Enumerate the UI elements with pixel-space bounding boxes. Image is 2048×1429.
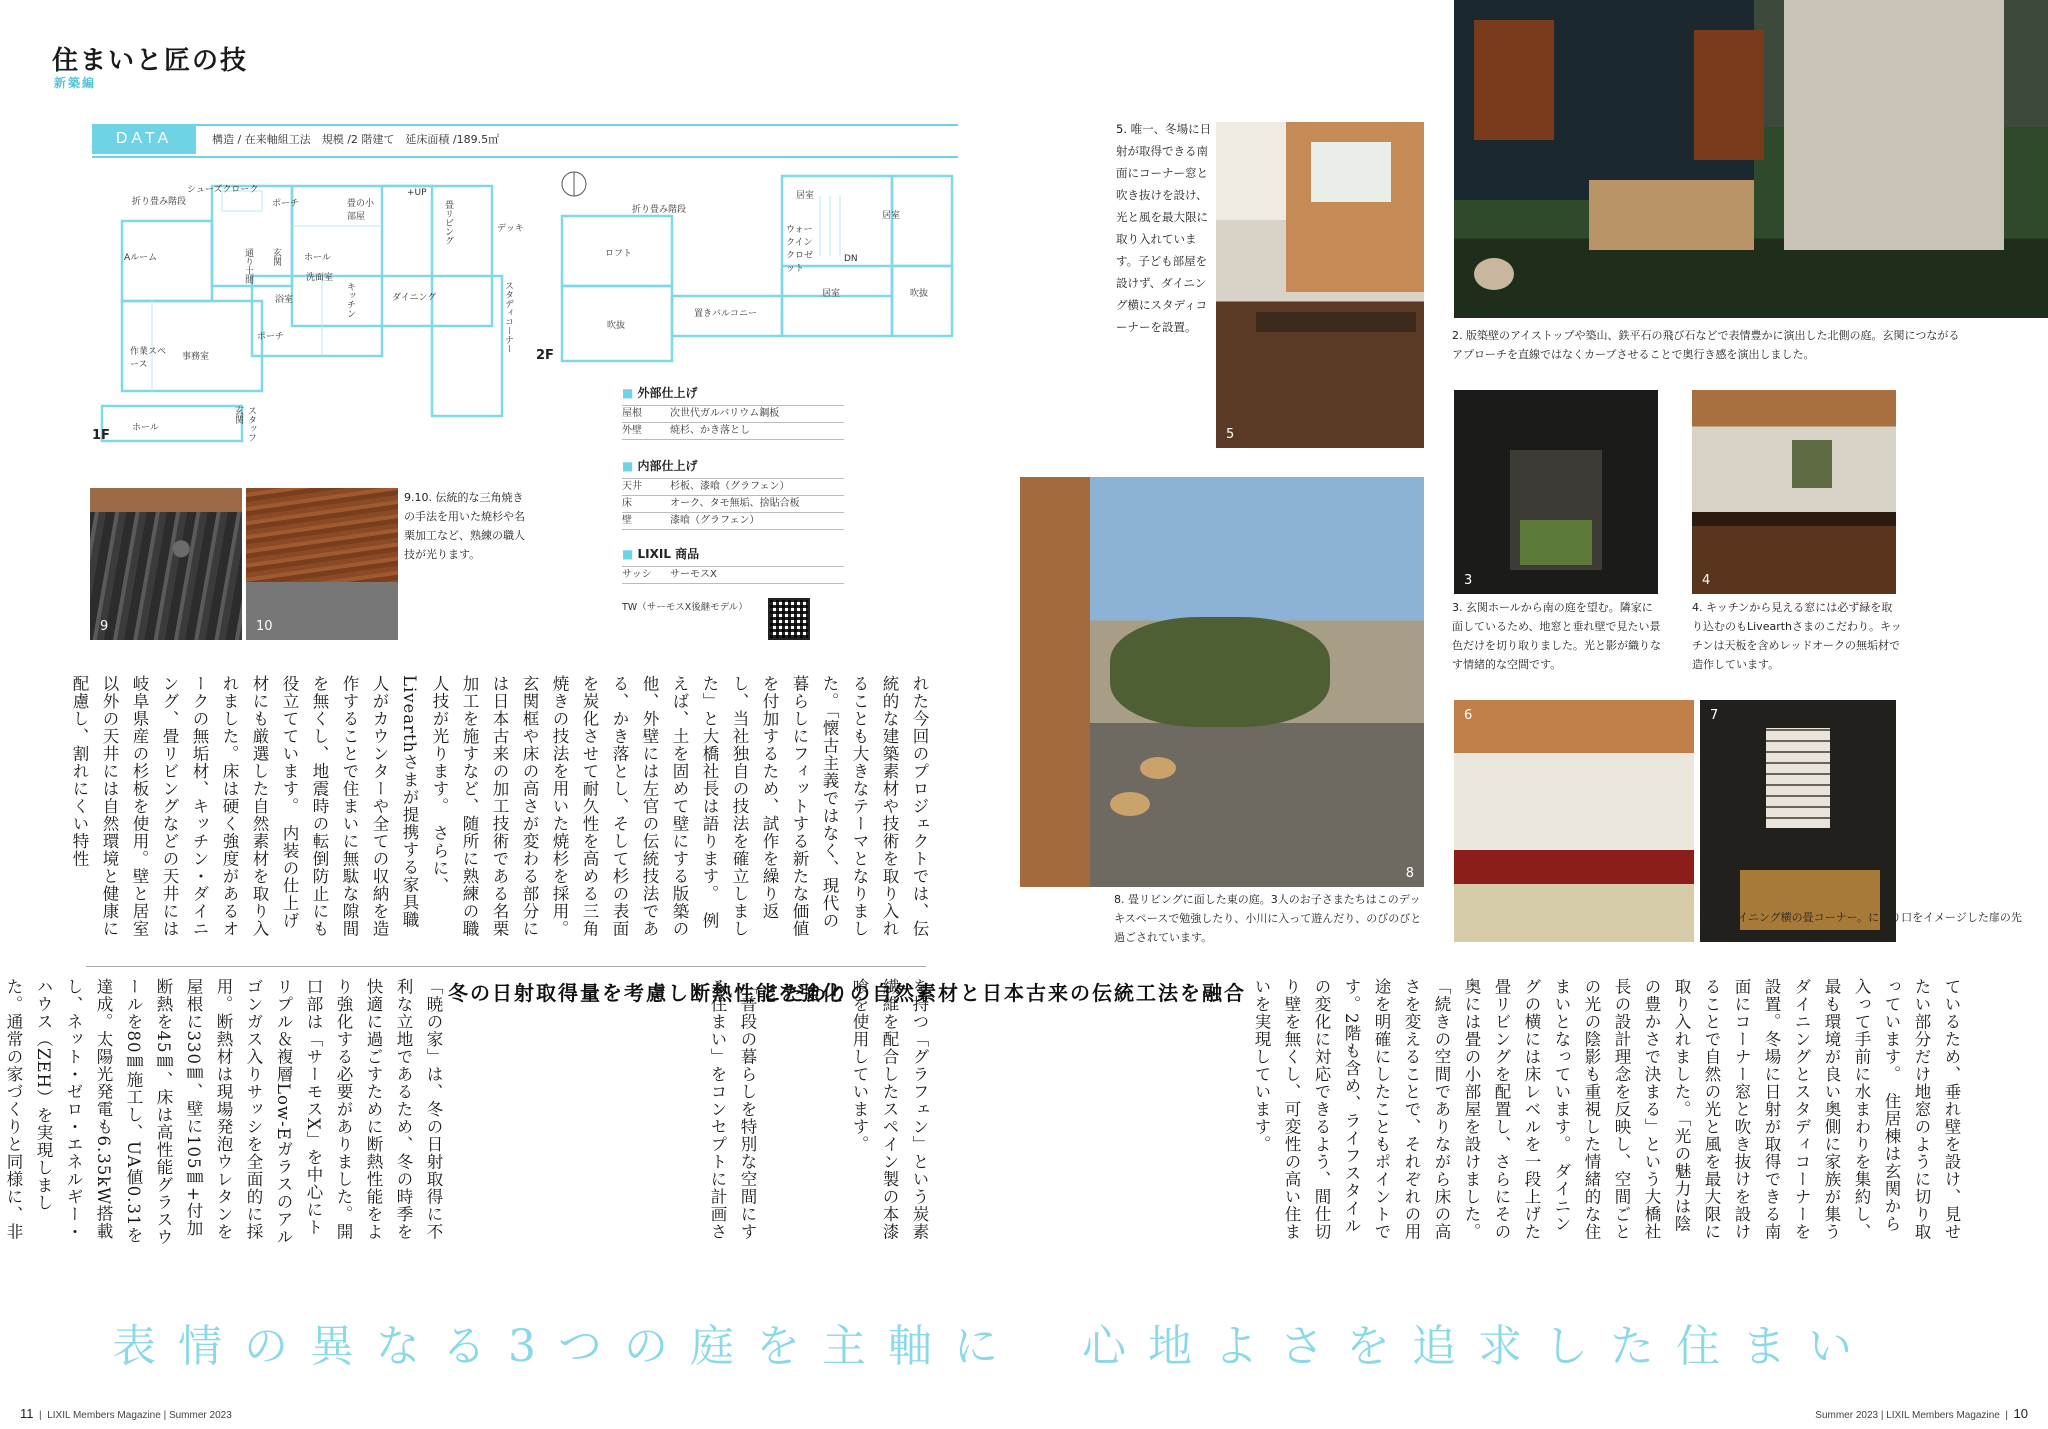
room-label: DN: [844, 254, 858, 264]
page-subtitle: 新築編: [54, 76, 97, 90]
floor-plan-2f-drawing: [560, 166, 960, 366]
spec-row: 外壁 焼杉、かき落とし: [622, 423, 844, 440]
spec-lixil-heading: ■ LIXIL 商品: [622, 545, 844, 562]
footer-left-text: LIXIL Members Magazine | Summer 2023: [47, 1410, 232, 1421]
spec-row: 床 オーク、タモ無垢、捨貼合板: [622, 496, 844, 513]
photo-6: [1454, 700, 1694, 942]
right-section-heading: こだわりの自然素材と日本古来の伝統工法を融合: [762, 981, 1246, 1005]
room-label: ロフト: [605, 249, 633, 259]
spec-interior: [622, 457, 844, 530]
caption-2: 2. 版築壁のアイストップや築山、鉄平石の飛び石などで表情豊かに演出した北側の庭。玄関につながるアプローチを直線ではなくカーブさせることで奥行き感を演出しました。: [1452, 329, 1960, 361]
photo-9: [90, 488, 242, 640]
data-text: 構造 / 在来軸組工法 規模 /2 階建て 延床面積 /189.5㎡: [212, 133, 500, 146]
caption-8: 8. 畳リビングに面した東の庭。3人のお子さまたちはこのデッキスペースで勉強したり、小川に入って遊んだり、のびのびと過ごされています。: [1114, 893, 1422, 944]
left-body-lower-1: を持つ「グラフェン」という炭素繊維を配合したスペイン製の本漆喰を使用しています。: [850, 978, 929, 1241]
photo-10: [246, 488, 398, 640]
room-label: 洗面室: [306, 273, 334, 283]
room-label: 通り土間: [243, 248, 253, 284]
floor-1f-label: 1F: [92, 428, 110, 443]
floor-plan-1f-drawing: [92, 166, 542, 446]
left-body-lower: [4, 978, 934, 1246]
photo-number: 6: [1464, 708, 1473, 723]
caption-3: 3. 玄関ホールから南の庭を望む。隣家に面しているため、地窓と垂れ壁で見たい景色だけを切り取りました。光と影が織りなす情緒的な空間です。: [1452, 601, 1661, 671]
caption-5: 5. 唯一、冬場に日射が取得できる南面にコーナー窓と吹き抜けを設け、光と風を最大限に取り入れています。子ども部屋を設けず、ダイニング横にスタディコーナーを設置。: [1116, 122, 1212, 334]
room-label: +UP: [407, 188, 427, 198]
room-label: 折り畳み階段: [132, 197, 187, 207]
headline-right: 心地よさを追求した住まい: [1082, 1321, 1874, 1372]
room-label: 事務室: [182, 352, 210, 362]
left-body-lower-2: 「暁の家」は、冬の日射取得に不利な立地であるため、冬の時季を快適に過ごすために断熱性能をより強化する必要がありました。開口部は「サーモスX」を中心にトリプル＆複層Low-Eガラスのアルゴンガス入りサッシを全面的に採用。断熱材は現場発泡ウレタンを屋根に330㎜、壁に105㎜+付加断熱を45㎜、床は高性能グラスウールを80㎜施工し、UA値0.31を達成。太陽光発電も6.35kW搭載し、ネット・ゼロ・エネルギー・ハウス（ZEH）を実現しました。通常の家づくりと同様に、非: [4, 978, 443, 1246]
footer-right-text: Summer 2023 | LIXIL Members Magazine: [1815, 1410, 2000, 1421]
room-label: 畳リビング: [443, 200, 453, 245]
photo-2: [1454, 0, 2048, 318]
photo-number: 7: [1710, 708, 1719, 723]
left-body-upper: れた今回のプロジェクトでは、伝統的な建築素材や技術を取り入れることも大きなテーマとなりました。「懐古主義ではなく、現代の暮らしにフィットする新たな価値を付加するため、試作を繰り返し、当社独自の技法を確立しました」と大橋社長は語ります。 例えば、土を固めて壁にする版築の他、外壁には左官の伝統技法である、かき落とし、そして杉の表面を炭化させて耐久性を高める三角焼きの技法を用いた焼杉を採用。玄関框や床の高さが変わる部分には日本古来の加工技術である名栗加工を施すなど、随所に熟練の職人技が光ります。 さらに、Livearthさまが提携する家具職人がカウンターや全ての収納を造作することで住まいに無駄な隙間を無くし、地震時の転倒防止にも役立てています。 内装の仕上げ材にも厳選した自然素材を取り入れました。床は硬く強度があるオークの無垢材、キッチン・ダイニング、畳リビングなどの天井には岐阜県産の杉板を使用。壁と居室以外の天井には自然環境と健康に配慮し、割れにくい特性: [70, 675, 929, 938]
floor-plan-1f: [92, 166, 542, 446]
room-label: Aルーム: [124, 253, 158, 263]
left-section-heading: 冬の日射取得量を考慮し断熱性能を強化: [448, 981, 844, 1005]
data-label: DATA: [92, 124, 196, 154]
photo-5: [1216, 122, 1424, 448]
room-label: 畳の小部屋: [347, 199, 375, 222]
page-number-right: 10: [2013, 1406, 2028, 1421]
floor-2f-label: 2F: [536, 348, 554, 363]
caption-6-7: 6.7. ダイニング横の畳コーナー。にじり口をイメージした扉の先には3.5畳の畳の小部屋が。: [1702, 911, 2022, 943]
spec-exterior: [622, 384, 844, 440]
page-title: 住まいと匠の技: [52, 46, 249, 76]
photo-number: 4: [1702, 573, 1711, 588]
room-label: シューズクローク: [187, 185, 259, 195]
room-label: ダイニング: [392, 293, 437, 303]
spec-interior-heading: ■ 内部仕上げ: [622, 457, 844, 474]
photo-number: 10: [256, 619, 273, 634]
footer-left: 11 | LIXIL Members Magazine | Summer 2023: [20, 1406, 232, 1421]
room-label: ウォークインクロゼット: [786, 225, 814, 274]
photo-7: [1700, 700, 1896, 942]
right-body-2: 「普段の暮らしを特別な空間にする住まい」をコンセプトに計画さ: [708, 978, 757, 1241]
spec-row: 屋根 次世代ガルバリウム鋼板: [622, 406, 844, 423]
right-body-1: ているため、垂れ壁を設け、見せたい部分だけ地窓のように切り取っています。 住居棟は玄関から入って手前に水まわりを集約し、最も環境が良い奥側に家族が集うダイニングとスタディコーナーを設置。冬場に日射が取得できる南面にコーナー窓と吹き抜けを設けることで自然の光と風を最大限に取り入れました。「光の魅力は陰の豊かさで決まる」という大橋社長の設計理念を反映し、空間ごとの光の陰影も重視した情緒的な住まいとなっています。 ダイニングの横には床レベルを一段上げた畳リビングを配置し、さらにその奥には畳の小部屋を設けました。「続きの空間でありながら床の高さを変えることで、それぞれの用途を明確にしたこともポイントです。2階も含め、ライフスタイルの変化に対応できるよう、間仕切り壁を無くし、可変性の高い住まいを実現しています。: [1252, 978, 1961, 1241]
tw-note: TW（サーモスX後継モデル）: [622, 602, 748, 613]
room-label: デッキ: [497, 224, 524, 234]
room-label: ポーチ: [257, 332, 285, 342]
photo-3: [1454, 390, 1658, 594]
spec-row: 天井 杉板、漆喰（グラフェン）: [622, 479, 844, 496]
spec-lixil: [622, 545, 844, 584]
room-label: 浴室: [275, 295, 294, 305]
qr-code[interactable]: [768, 598, 810, 640]
floor-plan-2f: [560, 166, 960, 366]
photo-number: 5: [1226, 427, 1235, 442]
room-label: 吹抜: [607, 321, 626, 331]
footer-right: Summer 2023 | LIXIL Members Magazine | 10: [1815, 1406, 2028, 1421]
room-label: キッチン: [345, 282, 355, 318]
headline-left: 表情の異なる3つの庭を主軸に: [112, 1321, 1020, 1372]
photo-number: 9: [100, 619, 109, 634]
spec-row: 壁 漆喰（グラフェン）: [622, 513, 844, 530]
spec-row: サッシ サーモスX: [622, 567, 844, 584]
room-label: ホール: [132, 423, 159, 433]
photo-number: 8: [1405, 866, 1414, 881]
room-label: スタディコーナー: [503, 281, 513, 353]
room-label: 居室: [796, 191, 815, 201]
room-label: 吹抜: [910, 289, 929, 299]
left-divider: [86, 966, 926, 967]
spec-exterior-heading: ■ 外部仕上げ: [622, 384, 844, 401]
caption-9-10: 9.10. 伝統的な三角焼きの手法を用いた焼杉や名栗加工など、熟練の職人技が光ります。: [404, 491, 525, 561]
caption-4: 4. キッチンから見える窓には必ず緑を取り込むのもLivearthさまのこだわり。キッチンは天板を含めレッドオークの無垢材で造作しています。: [1692, 601, 1902, 671]
room-label: ポーチ: [272, 199, 300, 209]
photo-4: [1692, 390, 1896, 594]
photo-8: [1020, 477, 1424, 887]
room-label: 玄関: [271, 248, 281, 266]
north-arrow: [562, 172, 586, 196]
room-label: 折り畳み階段: [632, 205, 687, 215]
room-label: ホール: [304, 253, 331, 263]
room-label: 居室: [822, 289, 841, 299]
photo-number: 3: [1464, 573, 1473, 588]
page-number-left: 11: [20, 1406, 34, 1421]
room-label: 置きバルコニー: [694, 309, 758, 319]
room-label: 作業スペース: [130, 347, 167, 370]
room-label: スタッフ玄関: [233, 406, 256, 442]
room-label: 居室: [882, 211, 901, 221]
